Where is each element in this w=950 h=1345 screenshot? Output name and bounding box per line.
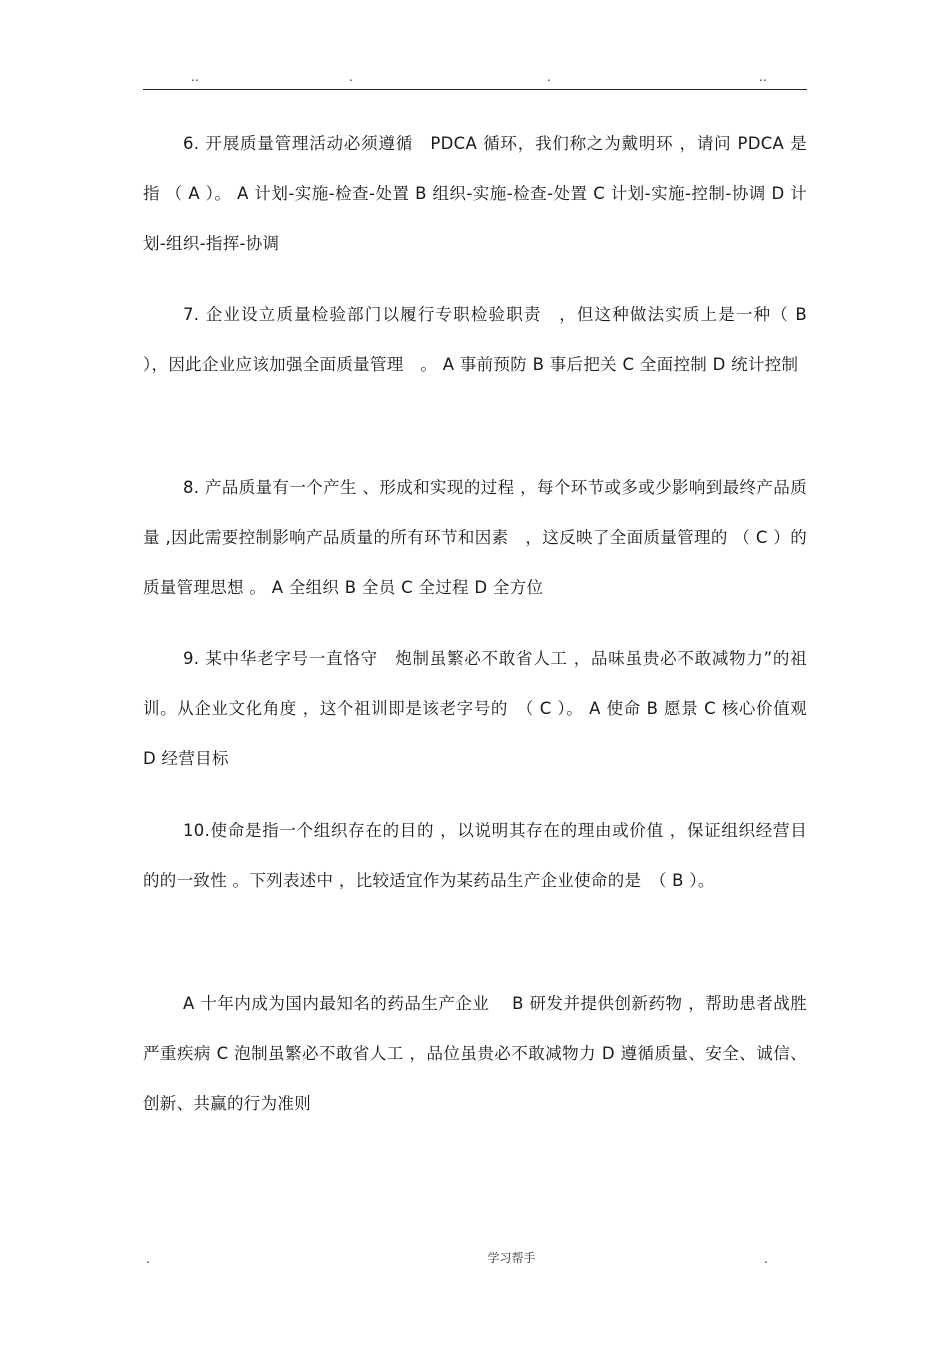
question-7: 7. 企业设立质量检验部门以履行专职检验职责 ，但这种做法实质上是一种（ B ），因此企业应该加强全面质量管理 。 A 事前预防 B 事后把关 C 全面控制 D 统计控制 [143, 305, 807, 374]
question-10: 10.使命是指一个组织存在的目的 ，以说明其存在的理由或价值 ，保证组织经营目的的一致性 。下列表述中 ，比较适宜作为某药品生产企业使命的是 （ B ）。 [143, 821, 807, 890]
header-mark: .. [191, 70, 199, 84]
footer-left-mark: . [146, 1252, 150, 1266]
question-9: 9. 某中华老字号一直恪守 炮制虽繁必不敢省人工 ，品味虽贵必不敢减物力”的祖训。从企业文化角度 ，这个祖训即是该老字号的 （ C ）。 A 使命 B 愿景 C 核心价值观 D 经营目标 [143, 649, 807, 768]
header-rule [143, 89, 807, 90]
header-mark: . [349, 70, 353, 84]
question-6: 6. 开展质量管理活动必须遵循 PDCA 循环，我们称之为戴明环 ，请问 PDCA 是指 （ A ）。 A 计划-实施-检查-处置 B 组织-实施-检查-处置 C 计划-实施-控制-协调 D 计划-组织-指挥-协调 [143, 134, 807, 253]
question-10-options: A 十年内成为国内最知名的药品生产企业 B 研发并提供创新药物 ，帮助患者战胜严重疾病 C 泡制虽繁必不敢省人工 ，品位虽贵必不敢减物力 D 遵循质量、安全、诚信、创新、共赢的行为准则 [143, 994, 807, 1113]
footer-right-mark: . [764, 1252, 768, 1266]
question-8: 8. 产品质量有一个产生 、形成和实现的过程 ，每个环节或多或少影响到最终产品质量 ,因此需要控制影响产品质量的所有环节和因素 ，这反映了全面质量管理的 （ C ）的质量管理思想 。 A 全组织 B 全员 C 全过程 D 全方位 [143, 478, 807, 597]
header-mark: .. [759, 70, 767, 84]
header-mark: . [547, 70, 551, 84]
footer-label: 学习帮手 [487, 1251, 536, 1265]
